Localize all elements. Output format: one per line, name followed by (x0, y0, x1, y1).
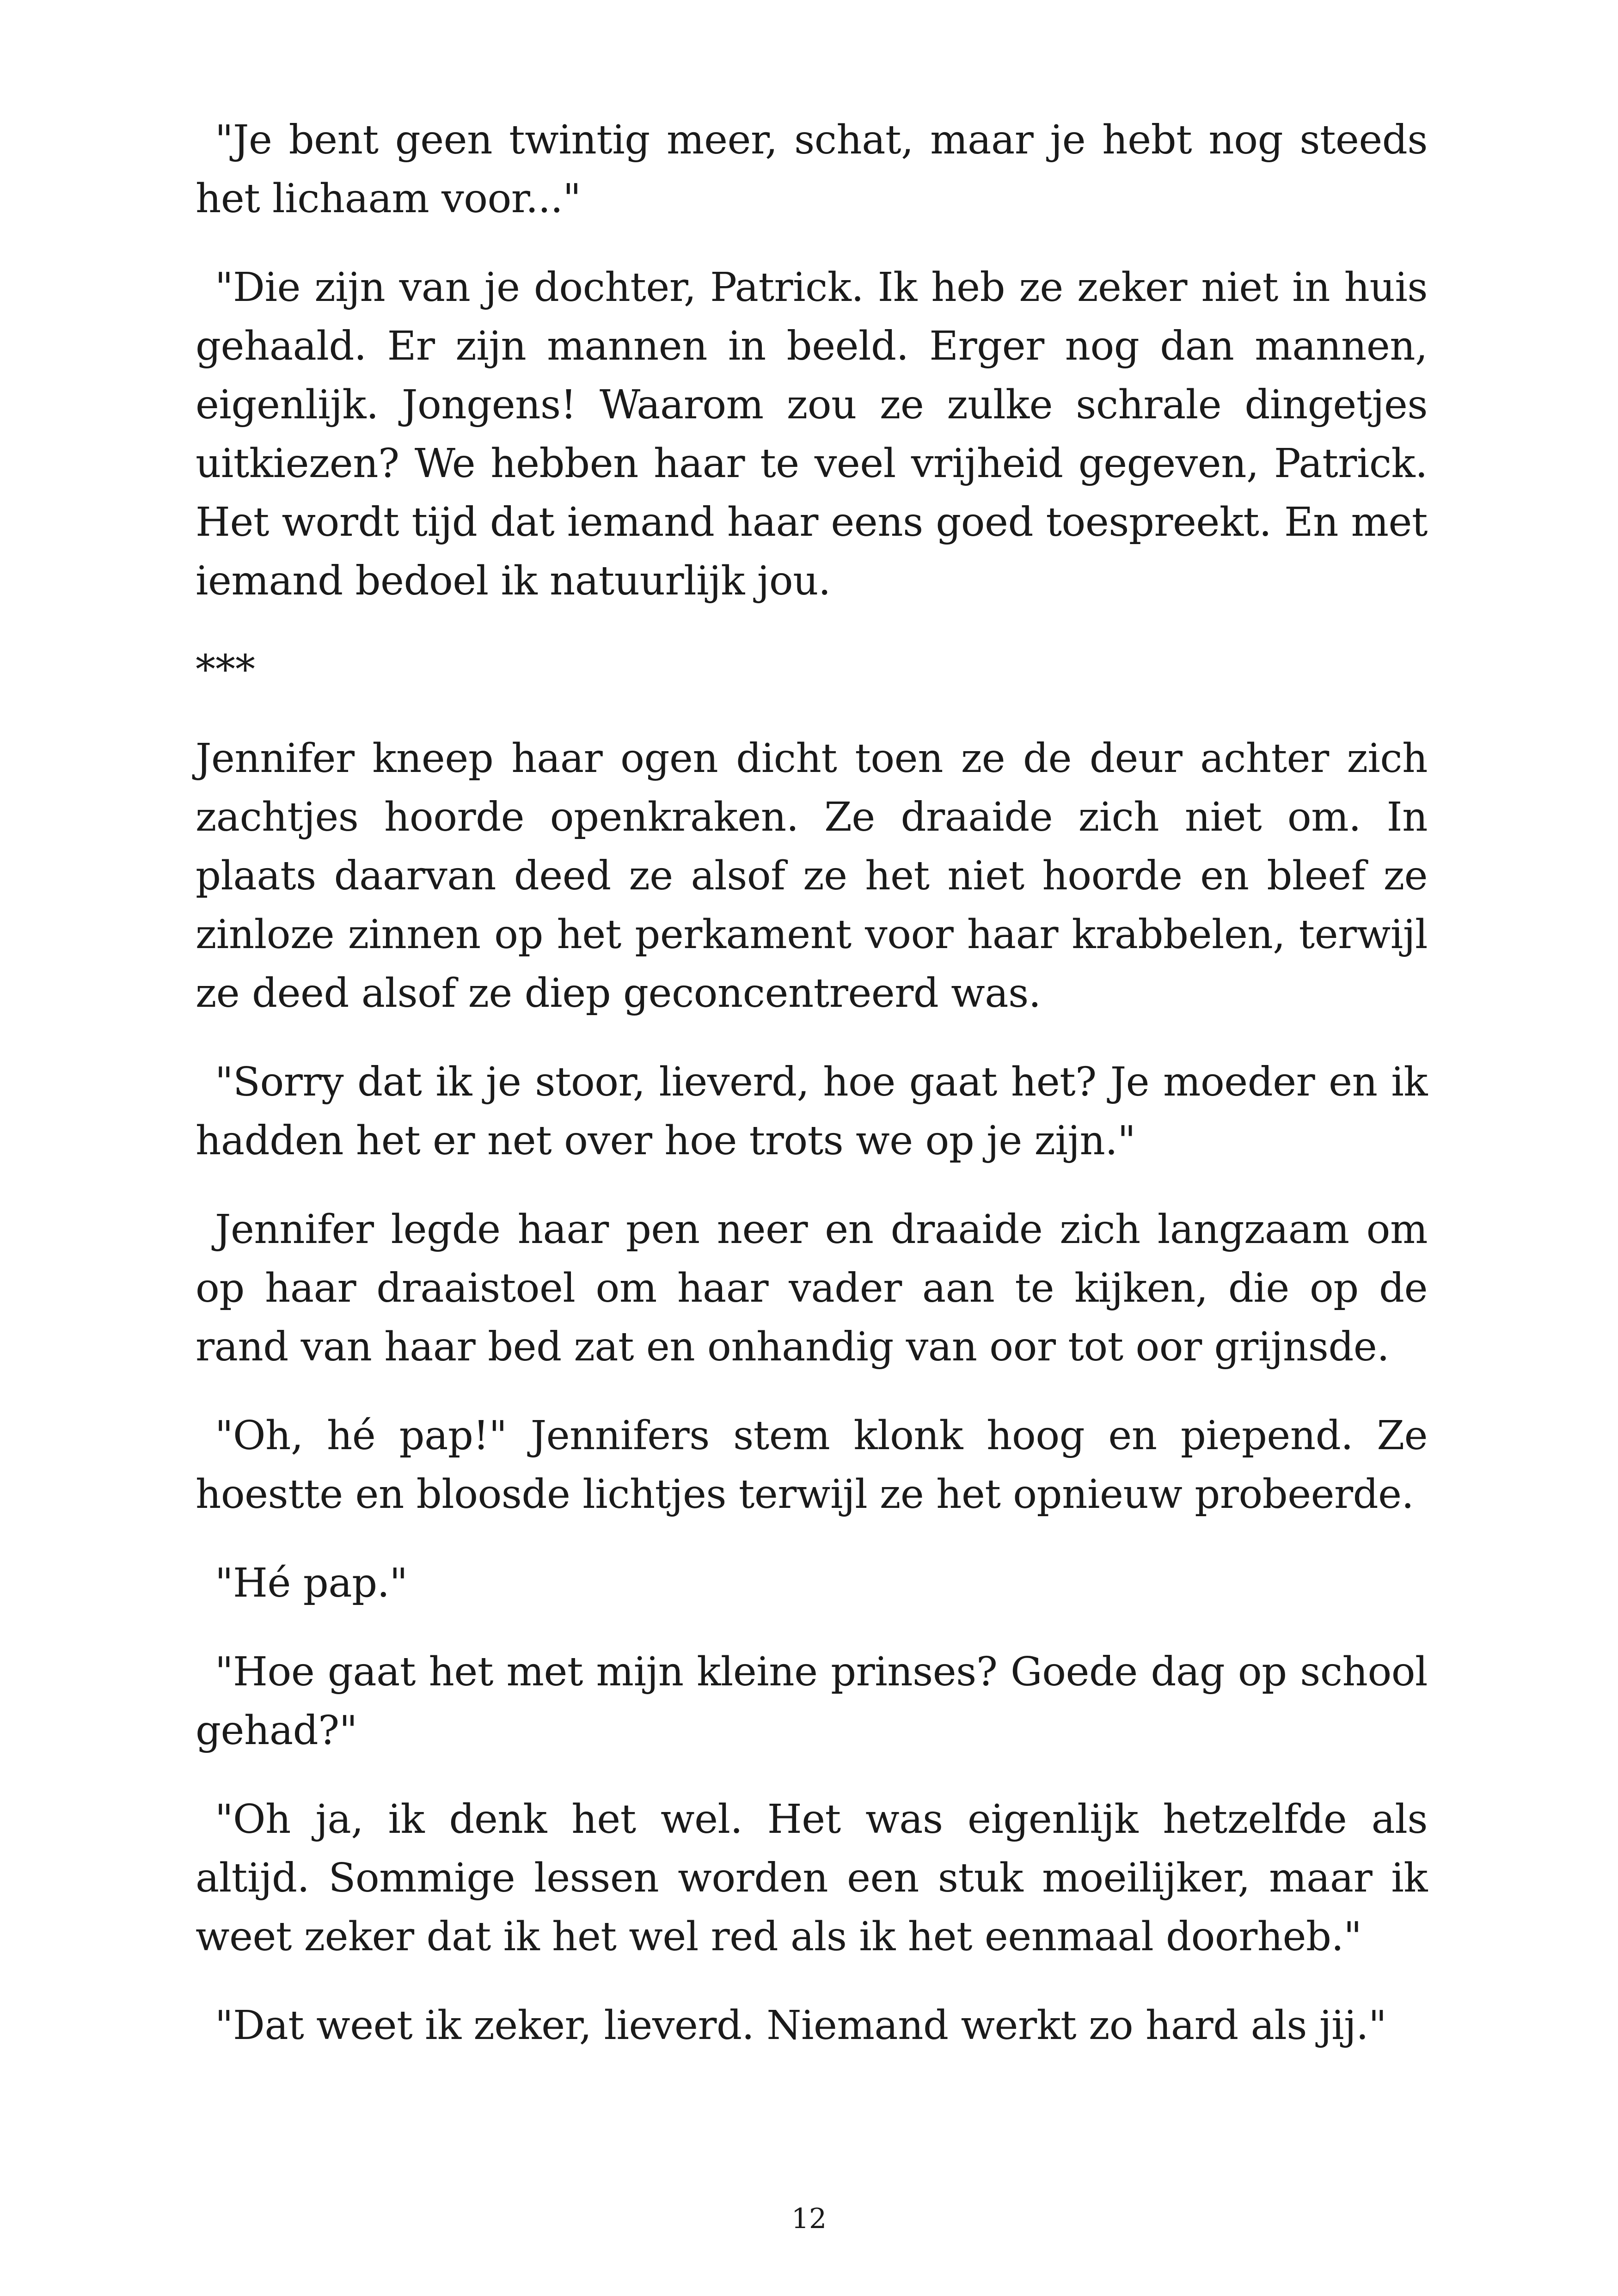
paragraph: "Dat weet ik zeker, lieverd. Niemand werkt zo hard als jij." (215, 2002, 1387, 2049)
paragraph: Jennifer kneep haar ogen dicht toen ze de deur achter zich zachtjes hoorde openkraken. Ze draaide zich niet om. In plaats daarvan deed ze alsof ze het niet hoorde en bleef ze zinloze zinnen op het perkament voor haar krabbelen, terwijl ze deed alsof ze diep geconcentreerd was. (196, 735, 1428, 1016)
scene-separator: *** (196, 647, 255, 693)
paragraph: "Sorry dat ik je stoor, lieverd, hoe gaat het? Je moeder en ik hadden het er net over hoe trots we op je zijn." (196, 1059, 1428, 1164)
paragraph: Jennifer legde haar pen neer en draaide zich langzaam om op haar draaistoel om haar vader aan te kijken, die op de rand van haar bed zat en onhandig van oor tot oor grijnsde. (196, 1206, 1428, 1370)
page-number: 12 (791, 2203, 827, 2235)
paragraph: "Hé pap." (215, 1560, 408, 1606)
page-body (196, 111, 1428, 2085)
paragraph: "Oh ja, ik denk het wel. Het was eigenlijk hetzelfde als altijd. Sommige lessen worden een stuk moeilijker, maar ik weet zeker dat ik het wel red als ik het eenmaal doorheb." (196, 1796, 1428, 1960)
paragraph: "Die zijn van je dochter, Patrick. Ik heb ze zeker niet in huis gehaald. Er zijn mannen in beeld. Erger nog dan mannen, eigenlijk. Jongens! Waarom zou ze zulke schrale dingetjes uitkiezen? We hebben haar te veel vrijheid gegeven, Patrick. Het wordt tijd dat iemand haar eens goed toespreekt. En met iemand bedoel ik natuurlijk jou. (196, 264, 1428, 604)
paragraph: "Je bent geen twintig meer, schat, maar je hebt nog steeds het lichaam voor..." (196, 117, 1428, 222)
paragraph: "Oh, hé pap!" Jennifers stem klonk hoog en piepend. Ze hoestte en bloosde lichtjes terwijl ze het opnieuw probeerde. (196, 1413, 1428, 1518)
paragraph: "Hoe gaat het met mijn kleine prinses? Goede dag op school gehad?" (196, 1649, 1428, 1754)
